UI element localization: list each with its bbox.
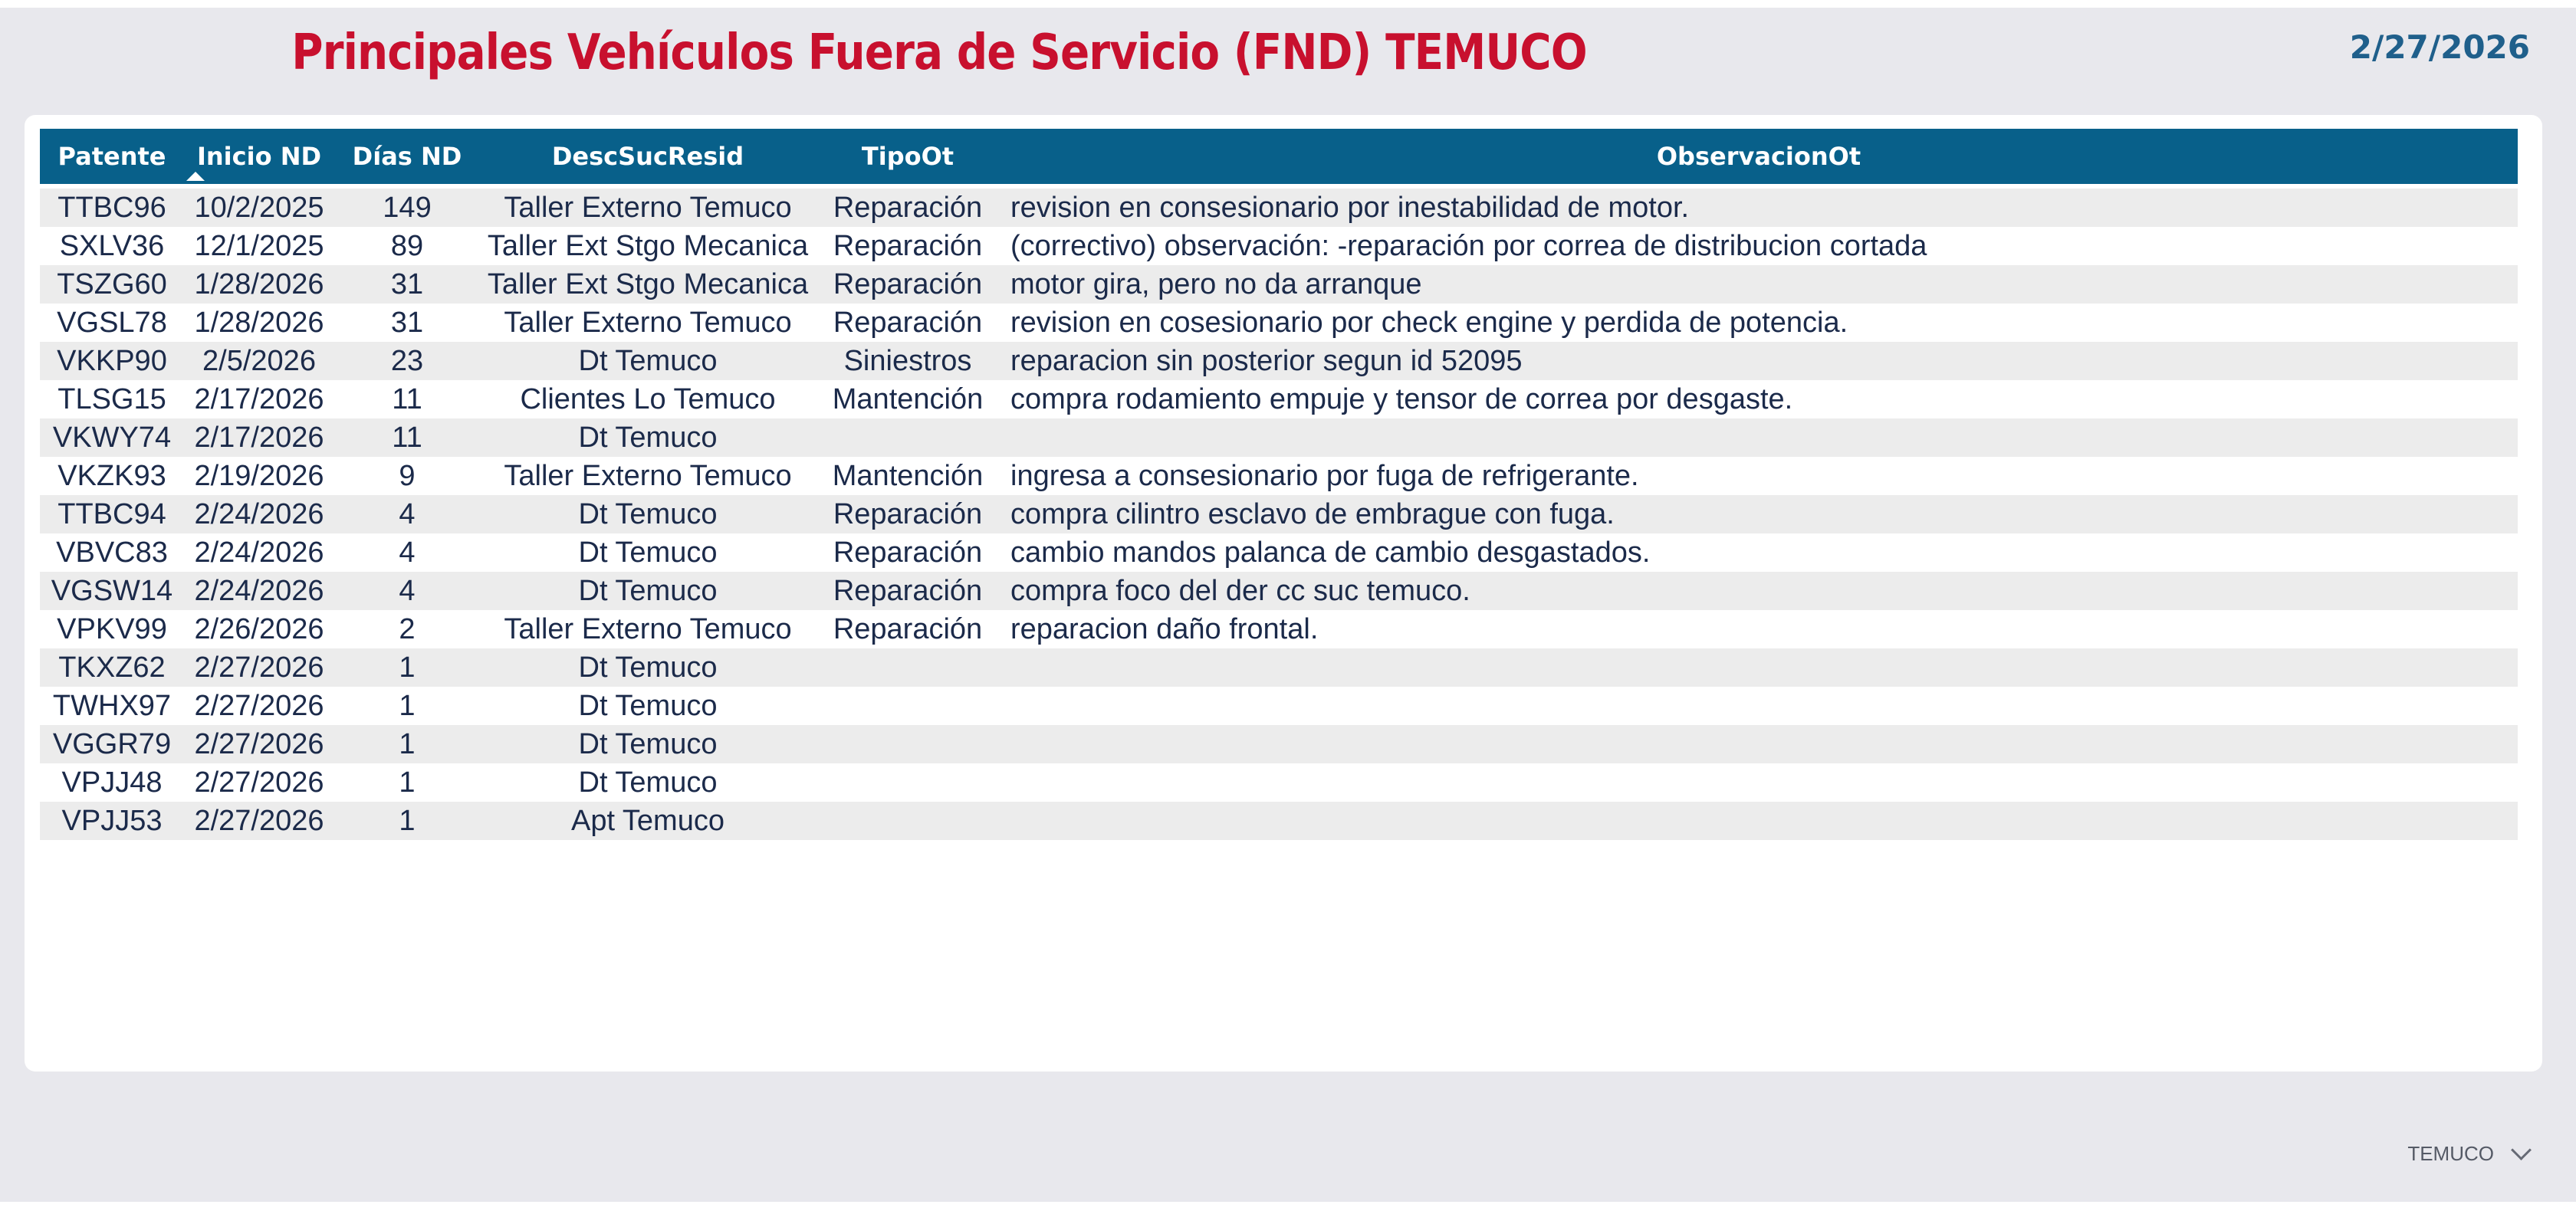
table-row[interactable] [40, 725, 2518, 763]
cell-descsucresid: Dt Temuco [480, 495, 816, 533]
cell-observacionot: reparacion daño frontal. [1010, 612, 1319, 645]
cell-observacionot: revision en cosesionario por check engine y perdida de potencia. [1010, 306, 1848, 339]
cell-descsucresid: Apt Temuco [480, 802, 816, 840]
cell-observacionot: reparacion sin posterior segun id 52095 [1000, 342, 2518, 380]
column-header-patente[interactable]: Patente [40, 129, 184, 184]
cell-inicio-nd: 2/24/2026 [184, 572, 334, 610]
cell-dias-nd: 1 [334, 802, 480, 840]
cell-patente: VKKP90 [40, 342, 184, 380]
cell-descsucresid: Taller Ext Stgo Mecanica [480, 265, 816, 304]
cell-observacionot: (correctivo) observación: -reparación por correa de distribucion cortada [1010, 229, 1927, 262]
cell-tipoot: Mantención [832, 382, 984, 415]
cell-observacionot [1000, 648, 2518, 687]
column-header-tipoot[interactable]: TipoOt [816, 129, 1000, 184]
cell-patente: VPJJ48 [61, 766, 163, 799]
table-row[interactable] [40, 687, 2518, 725]
cell-tipoot: Reparación [833, 229, 983, 262]
cell-descsucresid: Dt Temuco [480, 725, 816, 763]
branch-filter-dropdown[interactable] [2407, 1142, 2528, 1166]
cell-inicio-nd: 2/17/2026 [184, 418, 334, 457]
cell-dias-nd: 2 [399, 612, 416, 645]
cell-tipoot: Reparación [816, 495, 1000, 533]
cell-dias-nd: 1 [399, 689, 416, 722]
cell-patente: VGSL78 [57, 306, 167, 339]
cell-observacionot: compra rodamiento empuje y tensor de correa por desgaste. [1010, 382, 1793, 415]
cell-inicio-nd: 2/26/2026 [194, 612, 324, 645]
cell-inicio-nd: 1/28/2026 [194, 306, 324, 339]
cell-descsucresid: Dt Temuco [480, 418, 816, 457]
table-row[interactable] [40, 418, 2518, 457]
table-card [25, 115, 2542, 1072]
column-header-descsucresid[interactable]: DescSucResid [480, 129, 816, 184]
cell-tipoot: Reparación [816, 572, 1000, 610]
cell-patente: SXLV36 [59, 229, 165, 262]
cell-inicio-nd: 2/27/2026 [184, 725, 334, 763]
cell-dias-nd: 9 [399, 459, 416, 492]
report-title: Principales Vehículos Fuera de Servicio (FND) TEMUCO [291, 25, 1587, 81]
report-date: 2/27/2026 [2349, 28, 2530, 66]
cell-observacionot: compra foco del der cc suc temuco. [1000, 572, 2518, 610]
cell-tipoot: Reparación [833, 536, 983, 569]
cell-tipoot [816, 687, 1000, 725]
cell-patente: TSZG60 [40, 265, 184, 304]
cell-patente: VGGR79 [40, 725, 184, 763]
column-header-dias-nd[interactable]: Días ND [334, 129, 480, 184]
table-row[interactable] [40, 572, 2518, 610]
table-row[interactable] [40, 227, 2518, 265]
cell-patente: TLSG15 [58, 382, 166, 415]
cell-dias-nd: 11 [392, 382, 422, 415]
cell-observacionot [1000, 725, 2518, 763]
cell-tipoot: Reparación [816, 189, 1000, 227]
cell-inicio-nd: 12/1/2025 [194, 229, 324, 262]
vehicles-table [40, 129, 2518, 840]
cell-tipoot [816, 648, 1000, 687]
cell-inicio-nd: 2/19/2026 [194, 459, 324, 492]
cell-dias-nd: 4 [334, 495, 480, 533]
table-row[interactable] [40, 342, 2518, 380]
cell-tipoot [816, 763, 1000, 802]
cell-dias-nd: 149 [334, 189, 480, 227]
table-row[interactable] [40, 304, 2518, 342]
cell-descsucresid: Dt Temuco [480, 572, 816, 610]
table-row[interactable] [40, 457, 2518, 495]
cell-descsucresid: Taller Externo Temuco [504, 459, 792, 492]
cell-patente: TKXZ62 [40, 648, 184, 687]
table-body [40, 184, 2518, 840]
table-row[interactable] [40, 610, 2518, 648]
table-row[interactable] [40, 533, 2518, 572]
table-row[interactable] [40, 495, 2518, 533]
cell-observacionot: ingresa a consesionario por fuga de refrigerante. [1010, 459, 1639, 492]
cell-inicio-nd: 2/17/2026 [194, 382, 324, 415]
table-row[interactable] [40, 265, 2518, 304]
cell-patente: TWHX97 [52, 689, 172, 722]
cell-descsucresid: Dt Temuco [480, 648, 816, 687]
cell-observacionot [1000, 418, 2518, 457]
table-row[interactable] [40, 802, 2518, 840]
cell-patente: VGSW14 [40, 572, 184, 610]
chevron-down-icon[interactable] [2511, 1140, 2532, 1160]
cell-descsucresid: Taller Externo Temuco [504, 612, 792, 645]
cell-inicio-nd: 10/2/2025 [184, 189, 334, 227]
cell-descsucresid: Taller Externo Temuco [480, 189, 816, 227]
cell-inicio-nd: 2/27/2026 [194, 766, 324, 799]
cell-dias-nd: 1 [334, 648, 480, 687]
cell-patente: TTBC94 [40, 495, 184, 533]
table-header-row [40, 129, 2518, 184]
cell-tipoot: Siniestros [816, 342, 1000, 380]
cell-tipoot: Reparación [833, 612, 983, 645]
table-row[interactable] [40, 648, 2518, 687]
cell-observacionot: revision en consesionario por inestabilidad de motor. [1000, 189, 2518, 227]
cell-descsucresid: Taller Ext Stgo Mecanica [487, 229, 809, 262]
cell-inicio-nd: 2/24/2026 [194, 536, 324, 569]
cell-tipoot [816, 725, 1000, 763]
table-row[interactable] [40, 763, 2518, 802]
cell-inicio-nd: 2/5/2026 [184, 342, 334, 380]
cell-inicio-nd: 1/28/2026 [184, 265, 334, 304]
cell-descsucresid: Dt Temuco [578, 766, 718, 799]
cell-patente: TTBC96 [40, 189, 184, 227]
cell-patente: VPKV99 [57, 612, 167, 645]
cell-tipoot: Reparación [816, 265, 1000, 304]
cell-tipoot [816, 802, 1000, 840]
cell-dias-nd: 4 [334, 572, 480, 610]
cell-observacionot: motor gira, pero no da arranque [1000, 265, 2518, 304]
cell-inicio-nd: 2/27/2026 [184, 802, 334, 840]
cell-observacionot [1000, 687, 2518, 725]
cell-dias-nd: 31 [334, 265, 480, 304]
cell-dias-nd: 31 [390, 306, 424, 339]
cell-tipoot: Reparación [833, 306, 983, 339]
table-row[interactable] [40, 380, 2518, 418]
cell-descsucresid: Dt Temuco [578, 689, 718, 722]
cell-patente: VPJJ53 [40, 802, 184, 840]
cell-dias-nd: 4 [399, 536, 416, 569]
branch-filter-label: TEMUCO [2407, 1142, 2494, 1165]
table-row[interactable] [40, 189, 2518, 227]
column-header-inicio-nd[interactable]: Inicio ND [184, 129, 334, 184]
cell-descsucresid: Dt Temuco [578, 536, 718, 569]
column-header-observacionot[interactable]: ObservacionOt [1000, 129, 2518, 184]
cell-inicio-nd: 2/27/2026 [184, 648, 334, 687]
report-page [0, 8, 2576, 1202]
cell-dias-nd: 11 [334, 418, 480, 457]
cell-inicio-nd: 2/27/2026 [194, 689, 324, 722]
cell-observacionot [1000, 763, 2518, 802]
cell-observacionot: compra cilintro esclavo de embrague con fuga. [1000, 495, 2518, 533]
cell-dias-nd: 89 [390, 229, 424, 262]
cell-patente: VKWY74 [40, 418, 184, 457]
cell-dias-nd: 23 [334, 342, 480, 380]
cell-descsucresid: Dt Temuco [480, 342, 816, 380]
cell-tipoot: Mantención [832, 459, 984, 492]
cell-dias-nd: 1 [399, 766, 416, 799]
cell-inicio-nd: 2/24/2026 [184, 495, 334, 533]
cell-patente: VBVC83 [56, 536, 168, 569]
cell-dias-nd: 1 [334, 725, 480, 763]
cell-descsucresid: Clientes Lo Temuco [520, 382, 776, 415]
cell-tipoot [816, 418, 1000, 457]
cell-patente: VKZK93 [58, 459, 166, 492]
cell-observacionot [1000, 802, 2518, 840]
cell-descsucresid: Taller Externo Temuco [504, 306, 792, 339]
cell-observacionot: cambio mandos palanca de cambio desgastados. [1010, 536, 1651, 569]
